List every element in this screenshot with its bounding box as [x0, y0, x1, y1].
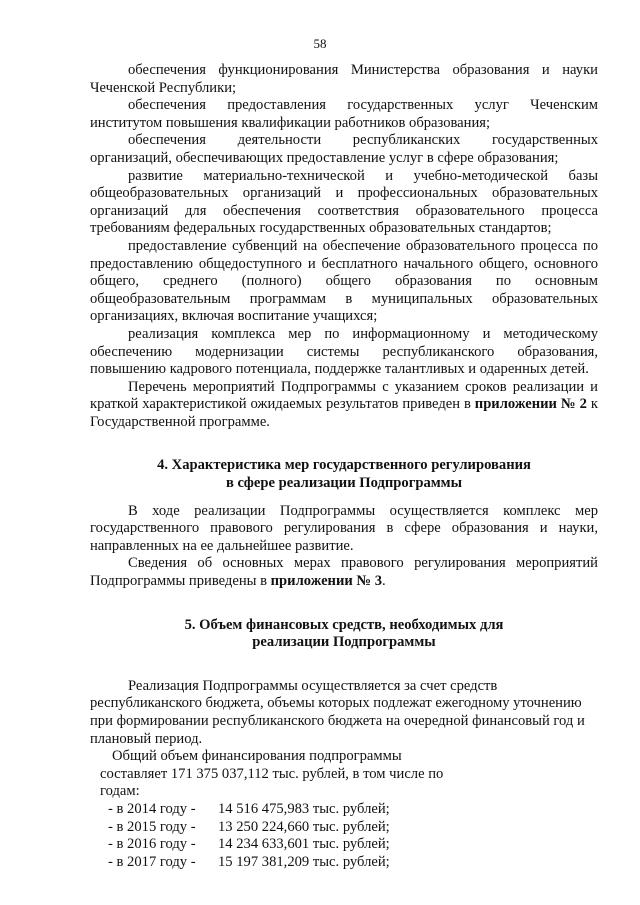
year-amount: 13 250 224,660 тыс. рублей; [218, 818, 390, 835]
title-line: 5. Объем финансовых средств, необходимых для [184, 616, 504, 633]
appendix-reference: приложении № 3 [270, 573, 383, 590]
list-reference-paragraph [90, 379, 598, 432]
year-amount: 14 516 475,983 тыс. рублей; [218, 800, 390, 817]
spacer [90, 431, 598, 457]
spacer [90, 493, 598, 503]
spacer [90, 591, 598, 617]
year-row [108, 801, 598, 819]
year-row [108, 819, 598, 837]
paragraph: развитие материально-технической и учебно-методической базы общеобразовательных организаций и профессиональных образовательных организаций для обеспечения соответствия образовательного процесса требованиям федеральных государственных образовательных стандартов; [90, 167, 598, 237]
title-line: в сфере реализации Подпрограммы [225, 475, 463, 492]
text: Перечень мероприятий Подпрограммы с указанием сроков реализации и краткой характеристикой ожидаемых результатов приведен в [90, 378, 598, 413]
paragraph [90, 555, 598, 590]
financing-line: составляет 171 375 037,112 тыс. рублей, в том числе по [100, 765, 444, 782]
page-number: 58 [313, 36, 327, 51]
text: . [382, 573, 386, 590]
year-amount: 15 197 381,209 тыс. рублей; [218, 853, 390, 870]
document-body [90, 62, 598, 871]
title-line: реализации Подпрограммы [252, 634, 436, 651]
year-label: - в 2015 году - [108, 818, 196, 835]
title-line: 4. Характеристика мер государственного регулирования [157, 457, 531, 474]
years-list [108, 801, 598, 871]
text: к Государственной программе. [90, 396, 598, 430]
paragraph: Реализация Подпрограммы осуществляется за счет средств республиканского бюджета, объемы которых подлежат ежегодному уточнению при формировании республиканского бюджета на очередной финансовый год и плановый период. [90, 677, 585, 747]
year-label: - в 2017 году - [108, 853, 196, 870]
financing-line: Общий объем финансирования подпрограммы [112, 748, 402, 765]
paragraph: предоставление субвенций на обеспечение образовательного процесса по предоставлению общедоступного и бесплатного начального общего, основного общего, среднего (полного) общего образования по основным общеобразовательным программам в муниципальных образовательных организациях, включая воспитание учащихся; [90, 237, 598, 325]
text: Сведения об основных мерах правового регулирования мероприятий Подпрограммы приведены в [90, 555, 598, 590]
year-label: - в 2014 году - [108, 800, 196, 817]
section-5-title [90, 617, 598, 652]
year-amount: 14 234 633,601 тыс. рублей; [218, 836, 390, 853]
financing-block [90, 748, 598, 871]
paragraph: обеспечения предоставления государственных услуг Чеченским институтом повышения квалификации работников образования; [90, 97, 598, 131]
year-label: - в 2016 году - [108, 836, 196, 853]
paragraph: обеспечения функционирования Министерства образования и науки Чеченской Республики; [90, 62, 598, 96]
year-row [108, 836, 598, 854]
year-row [108, 854, 598, 872]
section-4-title [90, 457, 598, 492]
spacer [90, 652, 598, 678]
appendix-reference: приложении № 2 [474, 396, 587, 413]
paragraph: В ходе реализации Подпрограммы осуществляется комплекс мер государственного правового регулирования в сфере образования и науки, направленных на ее дальнейшее развитие. [90, 502, 598, 554]
paragraph: обеспечения деятельности республиканских государственных организаций, обеспечивающих предоставление услуг в сфере образования; [90, 132, 598, 166]
paragraph: реализация комплекса мер по информационному и методическому обеспечению модернизации системы республиканского образования, повышению кадрового потенциала, поддержке талантливых и одаренных детей. [90, 325, 598, 378]
financing-line: годам: [100, 783, 140, 800]
